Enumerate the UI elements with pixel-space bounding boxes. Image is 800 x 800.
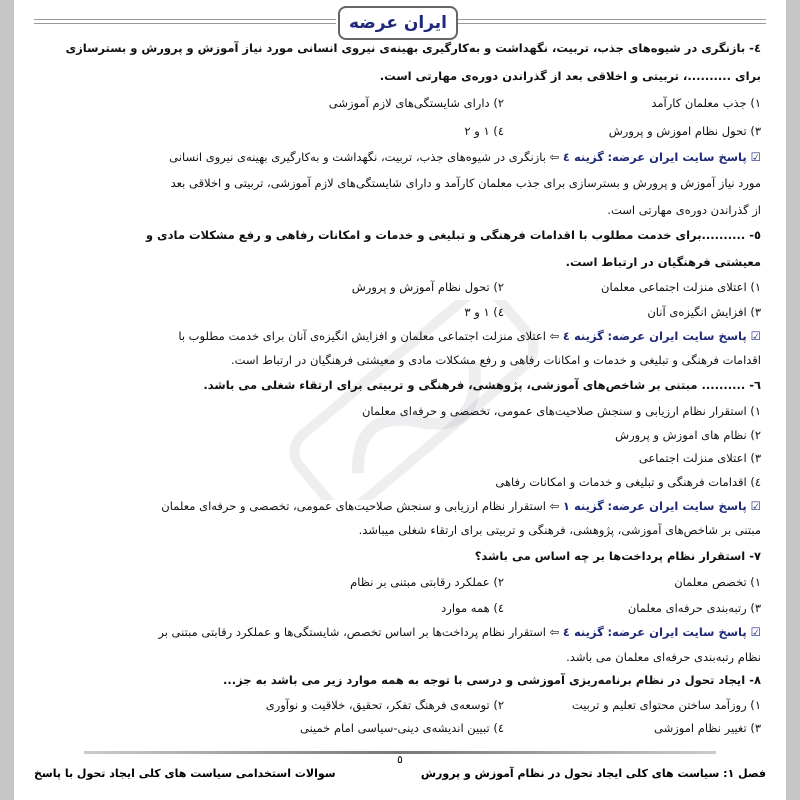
answer-label: ☑ پاسخ سایت ایران عرضه: — [607, 329, 761, 343]
q5-option-3: ۳) افزایش انگیزه‌ی آنان — [647, 305, 761, 319]
q4-option-1: ۱) جذب معلمان کارآمد — [651, 96, 761, 110]
answer-text: ⇦ بازنگری در شیوه‌های جذب، تربیت، نگهداشت و به‌کارگیری بهینه‌ی نیروی انسانی — [169, 150, 560, 164]
answer-text: ⇦ اعتلای منزلت اجتماعی معلمان و افزایش انگیزه‌ی آنان برای خدمت مطلوب با — [178, 329, 560, 343]
q7-option-3: ۳) رتبه‌بندی حرفه‌ای معلمان — [627, 601, 761, 615]
q4-answer-cont: مورد نیاز آموزش و پرورش و بسترسازی برای جذب معلمان کارآمد و دارای شایستگی‌های لازم آموزشی، تربیتی و اخلاقی بعد — [170, 176, 761, 190]
question-4-stem-cont: برای ..........، تربیتی و اخلاقی بعد از گذراندن دوره‌ی مهارتی است. — [379, 69, 761, 83]
question-4-stem: ٤- بازنگری در شیوه‌های جذب، تربیت، نگهداشت و به‌کارگیری بهینه‌ی نیروی انسانی مورد نیاز آموزش و پرورش و بسترسازی — [65, 41, 761, 55]
q7-option-2: ۲) عملکرد رقابتی مبتنی بر نظام — [350, 575, 504, 589]
q4-option-3: ۳) تحول نظام اموزش و پرورش — [608, 124, 761, 138]
logo-text: ایران عرضه — [349, 13, 447, 33]
q7-answer — [158, 622, 761, 642]
q8-option-3: ۳) تغییر نظام اموزشی — [653, 721, 761, 735]
question-6-stem: ٦- .......... مبتنی بر شاخص‌های آموزشی، پژوهشی، فرهنگی و تربیتی برای ارتقاء شغلی می باشد. — [203, 378, 761, 392]
q7-option-4: ٤) همه موارد — [441, 601, 504, 615]
answer-text: ⇦ استقرار نظام ارزیابی و سنجش صلاحیت‌های عمومی، تخصصی و حرفه‌ای معلمان — [161, 499, 560, 513]
answer-choice: گزینه ٤ — [562, 150, 604, 164]
q7-answer-cont: نظام رتبه‌بندی حرفه‌ای معلمان می باشد. — [566, 650, 761, 664]
q7-option-1: ۱) تخصص معلمان — [674, 575, 761, 589]
q4-option-2: ۲) دارای شایستگی‌های لازم آموزشی — [328, 96, 504, 110]
q4-answer — [169, 147, 761, 167]
question-8-stem: ٨- ایجاد تحول در نظام برنامه‌ریزی آموزشی و درسی با توجه به همه موارد زیر می باشد به جز... — [223, 673, 761, 687]
q5-option-4: ٤) ۱ و ۳ — [464, 305, 504, 319]
q6-option-3: ۳) اعتلای منزلت اجتماعی — [638, 451, 761, 465]
q6-option-2: ۲) نظام های اموزش و پرورش — [615, 428, 761, 442]
q6-answer — [161, 496, 761, 516]
q5-answer — [178, 326, 761, 346]
document-page — [14, 0, 786, 800]
answer-choice: گزینه ۱ — [562, 499, 604, 513]
answer-choice: گزینه ٤ — [562, 329, 604, 343]
q4-option-4: ٤) ۱ و ۲ — [464, 124, 504, 138]
question-5-stem-cont: معیشتی فرهنگیان در ارتباط است. — [565, 255, 761, 269]
site-logo — [338, 6, 458, 40]
question-5-stem: ٥- ..........برای خدمت مطلوب با اقدامات فرهنگی و تبلیغی و خدمات و امکانات رفاهی و رفع مشکلات مادی و — [145, 228, 761, 242]
q5-answer-cont: اقدامات فرهنگی و تبلیغی و خدمات و امکانات رفاهی و رفع مشکلات مادی و معیشتی فرهنگیان در ارتباط است. — [230, 353, 761, 367]
answer-label: ☑ پاسخ سایت ایران عرضه: — [607, 499, 761, 513]
q8-option-4: ٤) تبیین اندیشه‌ی دینی-سیاسی امام خمینی — [300, 721, 504, 735]
answer-text: ⇦ استقرار نظام پرداخت‌ها بر اساس تخصص، شایستگی‌ها و عملکرد رقابتی مبتنی بر — [158, 625, 560, 639]
page-number: ٥ — [397, 753, 403, 766]
q6-option-1: ۱) استقرار نظام ارزیابی و سنجش صلاحیت‌های عمومی، تخصصی و حرفه‌ای معلمان — [361, 404, 761, 418]
q4-answer-cont2: از گذراندن دوره‌ی مهارتی است. — [607, 203, 761, 217]
header-rule-right — [456, 19, 766, 24]
header-rule-left — [34, 19, 336, 24]
q8-option-1: ۱) روزآمد ساختن محتوای تعلیم و تربیت — [571, 698, 761, 712]
footer-chapter: فصل ۱: سیاست های کلی ایجاد تحول در نظام آموزش و پرورش — [420, 767, 766, 780]
answer-label: ☑ پاسخ سایت ایران عرضه: — [607, 150, 761, 164]
q8-option-2: ۲) توسعه‌ی فرهنگ تفکر، تحقیق، خلاقیت و نوآوری — [265, 698, 504, 712]
q5-option-2: ۲) تحول نظام آموزش و پرورش — [351, 280, 504, 294]
q5-option-1: ۱) اعتلای منزلت اجتماعی معلمان — [601, 280, 761, 294]
q6-answer-cont: مبتنی بر شاخص‌های آموزشی، پژوهشی، فرهنگی و تربیتی برای ارتقاء شغلی میباشد. — [358, 523, 761, 537]
answer-choice: گزینه ٤ — [562, 625, 604, 639]
q6-option-4: ٤) اقدامات فرهنگی و تبلیغی و خدمات و امکانات رفاهی — [495, 475, 761, 489]
footer-book-title: سوالات استخدامی سیاست های کلی ایجاد تحول با پاسخ — [34, 767, 336, 780]
answer-label: ☑ پاسخ سایت ایران عرضه: — [607, 625, 761, 639]
question-7-stem: ٧- استقرار نظام پرداخت‌ها بر چه اساس می باشد؟ — [474, 549, 761, 563]
